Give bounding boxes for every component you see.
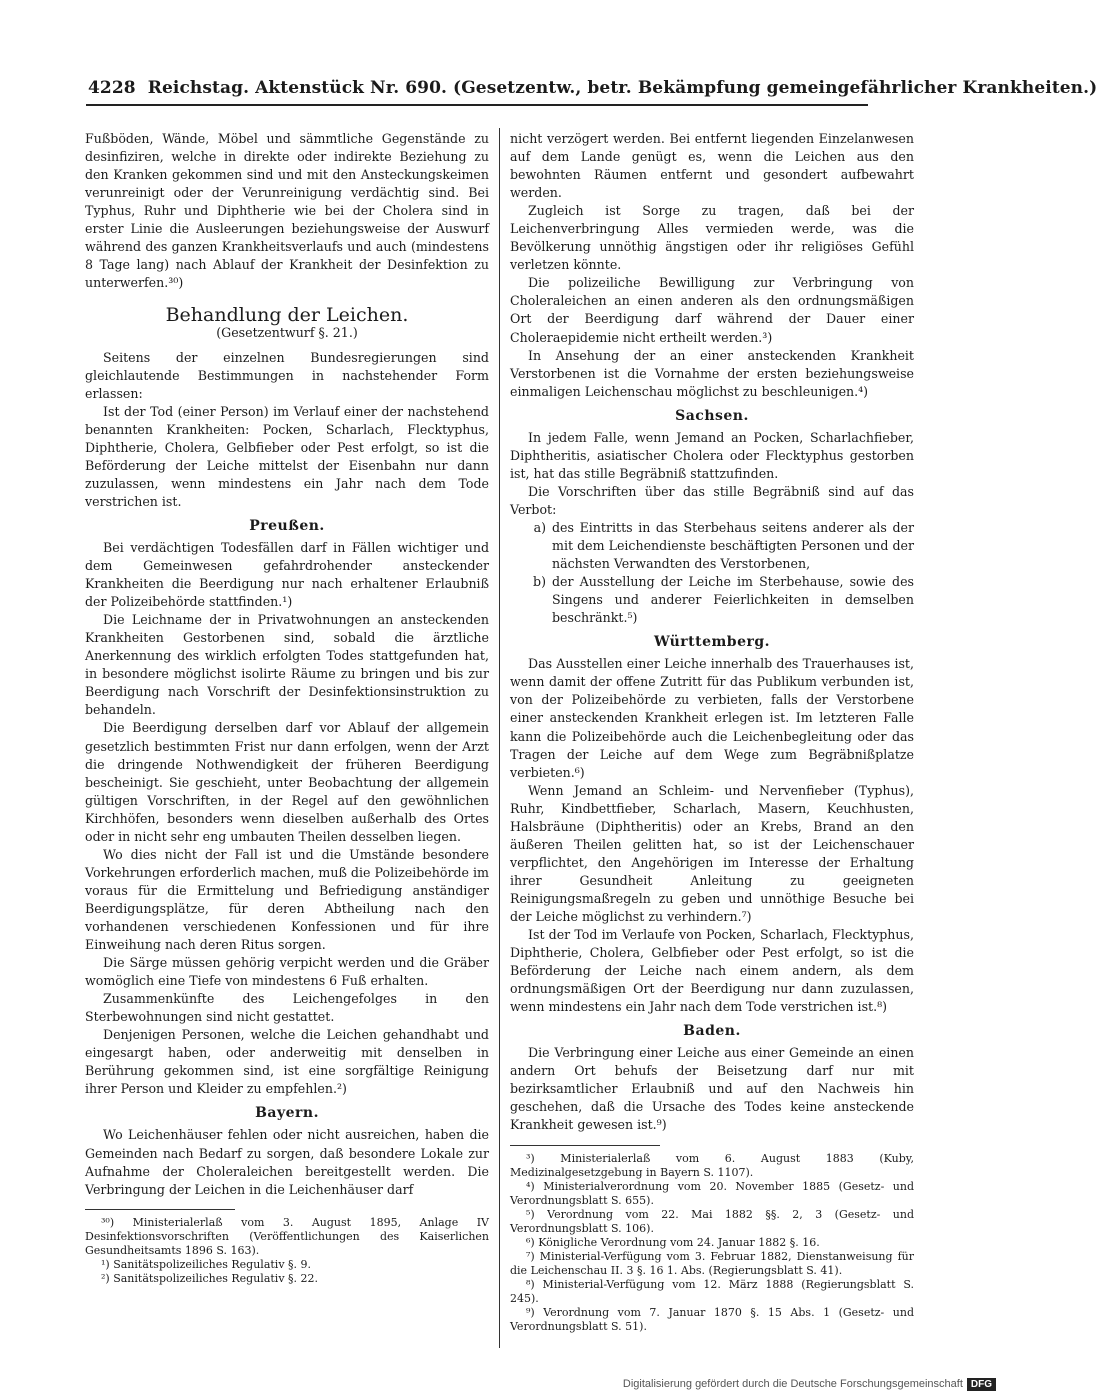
- paragraph: Seitens der einzelnen Bundesregierungen sind gleichlautende Bestimmungen in nachstehender Form erlassen:: [85, 349, 489, 401]
- right-column: [510, 130, 914, 1334]
- list-item: [510, 573, 914, 627]
- paragraph: Ist der Tod im Verlaufe von Pocken, Scharlach, Flecktyphus, Diphtherie, Cholera, Gelbfieber oder Pest erfolgt, so ist die Beförderung der Leiche nach einem andern, als dem ordnungsmäßigen Ort der Beerdigung nur dann zuzulassen, wenn mindestens ein Jahr nach dem Tode verstrichen ist.⁸): [510, 927, 914, 1015]
- footnotes: [510, 1152, 914, 1334]
- heading-wuerttemberg: Württemberg.: [653, 634, 771, 651]
- footnote-rule: [85, 1209, 235, 1210]
- dfg-logo: DFG: [967, 1378, 996, 1391]
- paragraph: Die polizeiliche Bewilligung zur Verbringung von Choleraleichen an einen anderen als den ordnungsmäßigen Ort der Beerdigung darf während der Dauer einer Choleraepidemie nicht ertheilt werden.³): [510, 275, 914, 345]
- list-label: a): [533, 519, 546, 535]
- paragraph: Die Verbringung einer Leiche aus einer Gemeinde an einen andern Ort behufs der Beisetzung darf nur mit bezirksamtlicher Erlaubniß und auf den Nachweis hin geschehen, daß die Ursache des Todes keine ansteckende Krankheit gewesen ist.⁹): [510, 1045, 914, 1133]
- footnote: ²) Sanitätspolizeiliches Regulativ §. 22.: [101, 1271, 319, 1285]
- footnote: ³⁰) Ministerialerlaß vom 3. August 1895, Anlage IV Desinfektionsvorschriften (Veröffentlichungen des Kaiserlichen Gesundheitsamts 1896 S. 163).: [85, 1215, 489, 1257]
- heading-preussen: Preußen.: [249, 517, 325, 534]
- paragraph: Denjenigen Personen, welche die Leichen gehandhabt und eingesargt haben, oder anderweitig mit denselben in Berührung gekommen sind, ist eine sorgfältige Reinigung ihrer Person und Kleider zu empfehlen.²): [85, 1027, 489, 1097]
- list-text: des Eintritts in das Sterbehaus seitens anderer als der mit dem Leichendienste beschäftigten Personen und der nächsten Verwandten des Verstorbenen,: [552, 519, 914, 572]
- page-number: 4228: [88, 78, 136, 98]
- heading-sachsen: Sachsen.: [675, 407, 749, 424]
- footnote: ⁴) Ministerialverordnung vom 20. November 1885 (Gesetz- und Verordnungsblatt S. 655).: [510, 1179, 914, 1207]
- paragraph: In Ansehung der an einer ansteckenden Krankheit Verstorbenen ist die Vornahme der ersten beziehungsweise einmaligen Leichenschau möglichst zu beschleunigen.⁴): [510, 347, 914, 399]
- paragraph: Die Leichname der in Privatwohnungen an ansteckenden Krankheiten Gestorbenen sind, sobald die ärztliche Anerkennung des wirklich erfolgten Todes stattgefunden hat, in besondere möglichst isolirte Räume zu bringen und bis zur Beerdigung nach Vorschrift der Desinfektionsinstruktion zu behandeln.: [85, 612, 489, 718]
- footer-text: Digitalisierung gefördert durch die Deutsche Forschungsgemeinschaft: [622, 1378, 963, 1390]
- paragraph: Wo dies nicht der Fall ist und die Umstände besondere Vorkehrungen erforderlich machen, muß die Polizeibehörde im voraus für die Ermittelung und Befriedigung anständiger Beerdigungsplätze, für deren Abtheilung nach den vorhandenen verschiedenen Konfessionen und für ihre Einweihung nach deren Ritus sorgen.: [85, 846, 489, 953]
- footnotes: [85, 1216, 489, 1286]
- footnote: ⁷) Ministerial-Verfügung vom 3. Februar 1882, Dienstanweisung für die Leichenschau II. 3 §. 16 1. Abs. (Regierungsblatt S. 41).: [510, 1249, 914, 1277]
- paragraph: Das Ausstellen einer Leiche innerhalb des Trauerhauses ist, wenn damit der offene Zutritt für das Publikum verbunden ist, von der Polizeibehörde zu verbieten, falls der Verstorbene einer ansteckenden Krankheit erlegen ist. Im letzteren Falle kann die Polizeibehörde auch die Leichenbegleitung oder das Tragen der Leiche auf dem Wege zum Begräbnißplatze verbieten.⁶): [510, 656, 914, 780]
- paragraph: Wenn Jemand an Schleim- und Nervenfieber (Typhus), Ruhr, Kindbettfieber, Scharlach, Masern, Keuchhusten, Halsbräune (Diphtheritis) oder an Krebs, Brand an den äußeren Theilen gelitten hat, so ist der Leichenschauer verpflichtet, den Angehörigen im Interesse der Erhaltung ihrer Gesundheit Anleitung zu geeigneten Reinigungsmaßregeln zu geben und unnöthige Besuche bei der Leiche möglichst zu verhindern.⁷): [510, 782, 914, 924]
- footnote: ¹) Sanitätspolizeiliches Regulativ §. 9.: [101, 1257, 312, 1271]
- paragraph: Wo Leichenhäuser fehlen oder nicht ausreichen, haben die Gemeinden nach Bedarf zu sorgen, daß besondere Lokale zur Aufnahme der Choleraleichen bereitgestellt werden. Die Verbringung der Leichen in die Leichenhäuser darf: [85, 1127, 489, 1197]
- paragraph: Zugleich ist Sorge zu tragen, daß bei der Leichenverbringung Alles vermieden werde, was die Bevölkerung unnöthig ängstigen oder ihr religiöses Gefühl verletzen könnte.: [510, 203, 914, 273]
- paragraph: Die Vorschriften über das stille Begräbniß sind auf das Verbot:: [510, 483, 914, 517]
- section-title: Behandlung der Leichen.: [165, 304, 409, 327]
- footnote: ³) Ministerialerlaß vom 6. August 1883 (Kuby, Medizinalgesetzgebung in Bayern S. 1107).: [510, 1151, 914, 1179]
- column-divider: [499, 128, 500, 1348]
- list-label: b): [533, 574, 546, 590]
- paragraph: Ist der Tod (einer Person) im Verlauf einer der nachstehend benannten Krankheiten: Pocken, Scharlach, Flecktyphus, Diphtherie, Cholera, Gelbfieber oder Pest erfolgt, so ist die Beförderung der Leiche mittelst der Eisenbahn nur dann zuzulassen, wenn mindestens ein Jahr nach dem Tode verstrichen ist.: [85, 403, 489, 509]
- footnote: ⁸) Ministerial-Verfügung vom 12. März 1888 (Regierungsblatt S. 245).: [510, 1277, 914, 1305]
- list-text: der Ausstellung der Leiche im Sterbehause, sowie des Singens und anderer Feierlichkeiten in demselben beschränkt.⁵): [552, 574, 914, 626]
- paragraph: Zusammenkünfte des Leichengefolges in den Sterbewohnungen sind nicht gestattet.: [85, 991, 489, 1025]
- paragraph: Die Särge müssen gehörig verpicht werden und die Gräber womöglich eine Tiefe von mindestens 6 Fuß erhalten.: [85, 955, 489, 989]
- footnote: ⁹) Verordnung vom 7. Januar 1870 §. 15 Abs. 1 (Gesetz- und Verordnungsblatt S. 51).: [510, 1305, 914, 1333]
- heading-baden: Baden.: [683, 1023, 741, 1040]
- header-title: Reichstag. Aktenstück Nr. 690. (Gesetzentw., betr. Bekämpfung gemeingefährlicher Krankheiten.): [147, 78, 1097, 98]
- paragraph: In jedem Falle, wenn Jemand an Pocken, Scharlachfieber, Diphtheritis, asiatischer Cholera oder Flecktyphus gestorben ist, hat das stille Begräbniß stattzufinden.: [510, 429, 914, 481]
- footnote: ⁶) Königliche Verordnung vom 24. Januar 1882 §. 16.: [526, 1235, 820, 1249]
- section-subtitle: (Gesetzentwurf §. 21.): [216, 325, 358, 341]
- paragraph: nicht verzögert werden. Bei entfernt liegenden Einzelanwesen auf dem Lande genügt es, wenn die Leichen aus den bewohnten Räumen entfernt und gesondert aufbewahrt werden.: [510, 131, 914, 201]
- paragraph: Fußböden, Wände, Möbel und sämmtliche Gegenstände zu desinfiziren, welche in direkte oder indirekte Beziehung zu den Kranken gekommen sind und mit den Ansteckungskeimen verunreinigt oder der Verunreinigung verdächtig sind. Bei Typhus, Ruhr und Diphtherie wie bei der Cholera sind in erster Linie die Ausleerungen beziehungsweise der Auswurf während des ganzen Krankheitsverlaufs und auch (mindestens 8 Tage lang) nach Ablauf der Krankheit der Desinfektion zu unterwerfen.³⁰): [85, 131, 489, 291]
- page-header: [88, 78, 1097, 104]
- footnote-rule: [510, 1145, 660, 1146]
- footnote: ⁵) Verordnung vom 22. Mai 1882 §§. 2, 3 (Gesetz- und Verordnungsblatt S. 106).: [510, 1207, 914, 1235]
- left-column: [85, 130, 489, 1286]
- heading-bayern: Bayern.: [255, 1105, 319, 1122]
- paragraph: Bei verdächtigen Todesfällen darf in Fällen wichtiger und dem Gemeinwesen gefahrdrohender ansteckender Krankheiten die Beerdigung nur nach erhaltener Erlaubniß der Polizeibehörde stattfinden.¹): [85, 539, 489, 610]
- header-rule: [86, 104, 868, 106]
- list-item: [510, 519, 914, 573]
- digitization-footer: [623, 1375, 996, 1393]
- paragraph: Die Beerdigung derselben darf vor Ablauf der allgemein gesetzlich bestimmten Frist nur dann erfolgen, wenn der Arzt die dringende Nothwendigkeit der früheren Beerdigung bescheinigt. Sie geschieht, unter Beobachtung der allgemein gültigen Vorschriften, in der Regel auf den gewöhnlichen Kirchhöfen, besonders wenn dieselben außerhalb des Ortes oder in nicht sehr eng umbauten Theilen desselben liegen.: [85, 720, 489, 844]
